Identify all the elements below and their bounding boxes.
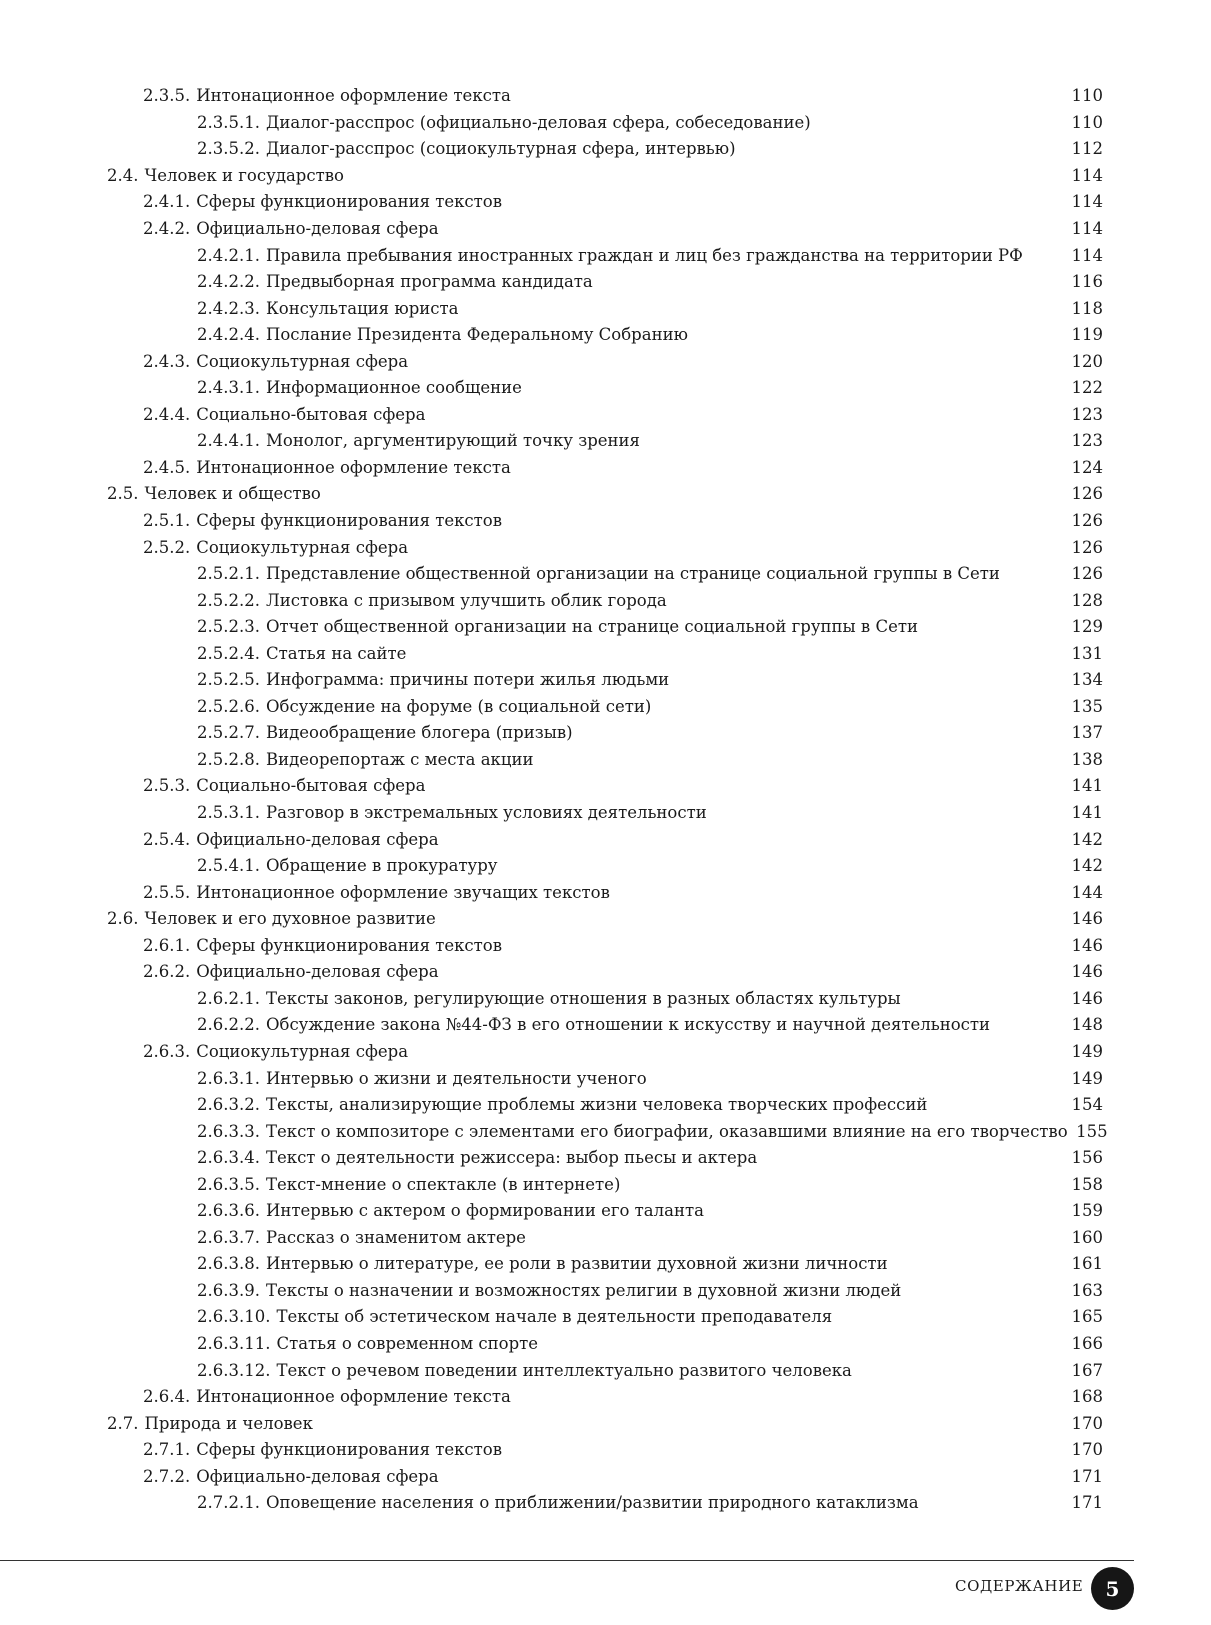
toc-entry — [0, 136, 1211, 163]
toc-entry — [0, 1331, 1211, 1358]
toc-entry-number: 2.4.4.1. — [197, 431, 260, 451]
dot-leader — [576, 722, 1066, 742]
dot-leader — [442, 218, 1066, 238]
dot-leader — [505, 1439, 1066, 1459]
toc-entry — [0, 587, 1211, 614]
toc-entry — [0, 1012, 1211, 1039]
toc-entry-page: 154 — [1071, 1095, 1103, 1115]
toc-entry-title: Интонационное оформление звучащих текстов — [196, 882, 610, 902]
toc-entry-title: Социокультурная сфера — [196, 351, 409, 371]
toc-entry-number: 2.5.2.1. — [197, 564, 260, 584]
toc-entry — [0, 1278, 1211, 1305]
toc-entry-number: 2.5.2.3. — [197, 617, 260, 637]
toc-entry — [0, 986, 1211, 1013]
toc-entry-number: 2.6.2.1. — [197, 988, 260, 1008]
toc-entry-number: 2.4.2.3. — [197, 298, 260, 318]
toc-entry — [0, 1039, 1211, 1066]
toc-entry-title: Официально-деловая сфера — [196, 1466, 439, 1486]
dot-leader — [835, 1306, 1066, 1326]
toc-entry-page: 124 — [1071, 457, 1103, 477]
toc-entry-number: 2.5.2.4. — [197, 643, 260, 663]
toc-entry-number: 2.5.2.7. — [197, 723, 260, 743]
dot-leader — [525, 377, 1066, 397]
toc-entry — [0, 1384, 1211, 1411]
toc-entry-number: 2.7.2.1. — [197, 1493, 260, 1513]
toc-entry-title: Статья на сайте — [265, 643, 407, 663]
toc-entry-title: Предвыборная программа кандидата — [265, 272, 593, 292]
toc-entry-page: 123 — [1071, 404, 1103, 424]
toc-entry-title: Социокультурная сфера — [196, 537, 409, 557]
toc-entry-title: Листовка с призывом улучшить облик города — [265, 590, 667, 610]
toc-entry-title: Видеорепортаж с места акции — [265, 749, 534, 769]
toc-entry-number: 2.6.4. — [143, 1387, 191, 1407]
toc-entry-number: 2.5.2.8. — [197, 749, 260, 769]
toc-entry-number: 2.5.4. — [143, 829, 191, 849]
page-number: 5 — [1105, 1576, 1120, 1601]
toc-entry — [0, 1171, 1211, 1198]
dot-leader — [324, 483, 1066, 503]
dot-leader — [596, 271, 1066, 291]
toc-entry-page: 148 — [1071, 1015, 1103, 1035]
toc-entry-number: 2.5.2.2. — [197, 590, 260, 610]
dot-leader — [650, 1068, 1066, 1088]
toc-entry-page: 146 — [1071, 988, 1103, 1008]
dot-leader — [442, 1466, 1066, 1486]
toc-entry-number: 2.5.2. — [143, 537, 191, 557]
dot-leader — [514, 1386, 1066, 1406]
toc-entry — [0, 667, 1211, 694]
toc-entry-page: 155 — [1076, 1121, 1108, 1141]
toc-entry — [0, 1092, 1211, 1119]
toc-entry-number: 2.5.2.6. — [197, 696, 260, 716]
dot-leader — [670, 590, 1066, 610]
dot-leader — [921, 616, 1066, 636]
toc-entry — [0, 428, 1211, 455]
dot-leader — [613, 882, 1066, 902]
toc-entry — [0, 1065, 1211, 1092]
toc-entry-number: 2.5.3. — [143, 776, 191, 796]
toc-entry-title: Рассказ о знаменитом актере — [265, 1227, 526, 1247]
toc-entry-title: Отчет общественной организации на странице социальной группы в Сети — [265, 617, 918, 637]
toc-entry-title: Сферы функционирования текстов — [196, 1440, 503, 1460]
toc-entry-title: Правила пребывания иностранных граждан и лиц без гражданства на территории РФ — [265, 245, 1023, 265]
toc-entry-title: Видеообращение блогера (призыв) — [265, 723, 573, 743]
toc-entry-title: Разговор в экстремальных условиях деятельности — [265, 803, 707, 823]
dot-leader — [514, 85, 1066, 105]
toc-entry-title: Интонационное оформление текста — [196, 457, 511, 477]
toc-entry-number: 2.6.3.11. — [197, 1333, 271, 1353]
toc-entry-page: 126 — [1071, 511, 1103, 531]
toc-entry-page: 160 — [1071, 1227, 1103, 1247]
toc-entry-page: 126 — [1071, 537, 1103, 557]
toc-entry-page: 161 — [1071, 1254, 1103, 1274]
dot-leader — [505, 191, 1066, 211]
dot-leader — [891, 1253, 1066, 1273]
toc-entry-number: 2.4.2. — [143, 219, 191, 238]
toc-entry — [0, 242, 1211, 269]
toc-entry-title: Статья о современном спорте — [276, 1333, 539, 1353]
dot-leader — [1026, 245, 1066, 265]
toc-entry — [0, 1251, 1211, 1278]
toc-entry-number: 2.3.5. — [143, 86, 191, 106]
dot-leader — [428, 404, 1066, 424]
toc-entry-title: Тексты о назначении и возможностях религии в духовной жизни людей — [265, 1280, 902, 1300]
toc-entry-page: 126 — [1071, 564, 1103, 584]
toc-entry-page: 118 — [1071, 298, 1103, 318]
toc-entry — [0, 773, 1211, 800]
toc-entry-number: 2.6.3.1. — [197, 1068, 260, 1088]
toc-entry-page: 146 — [1071, 935, 1103, 955]
toc-entry-title: Интервью о жизни и деятельности ученого — [265, 1068, 647, 1088]
toc-entry — [0, 614, 1211, 641]
dot-leader — [993, 1014, 1066, 1034]
toc-entry — [0, 1118, 1211, 1145]
toc-entry — [0, 1225, 1211, 1252]
toc-entry-number: 2.5.3.1. — [197, 803, 260, 823]
toc-entry — [0, 1410, 1211, 1437]
toc-entry-page: 171 — [1071, 1466, 1103, 1486]
toc-entry-title: Сферы функционирования текстов — [196, 935, 503, 955]
toc-entry — [0, 269, 1211, 296]
dot-leader — [930, 1094, 1066, 1114]
toc-entry — [0, 83, 1211, 110]
toc-entry — [0, 375, 1211, 402]
table-of-contents — [0, 83, 1211, 1517]
toc-entry-page: 126 — [1071, 484, 1103, 504]
toc-entry-title: Текст о композиторе с элементами его биографии, оказавшими влияние на его творчество — [265, 1121, 1068, 1141]
dot-leader — [904, 1280, 1066, 1300]
toc-entry-page: 149 — [1071, 1041, 1103, 1061]
toc-entry-number: 2.4. — [107, 165, 139, 185]
dot-leader — [505, 935, 1066, 955]
toc-entry-page: 166 — [1071, 1333, 1103, 1353]
toc-entry — [0, 1437, 1211, 1464]
toc-entry-page: 167 — [1071, 1360, 1103, 1380]
toc-entry-title: Официально-деловая сфера — [196, 962, 439, 982]
toc-entry — [0, 1198, 1211, 1225]
dot-leader — [439, 908, 1066, 928]
toc-entry-title: Сферы функционирования текстов — [196, 511, 503, 531]
toc-entry-title: Обсуждение на форуме (в социальной сети) — [265, 696, 652, 716]
toc-entry — [0, 508, 1211, 535]
toc-entry-number: 2.5.1. — [143, 511, 191, 531]
toc-entry-page: 120 — [1071, 351, 1103, 371]
toc-entry-title: Послание Президента Федеральному Собранию — [265, 325, 688, 345]
dot-leader — [461, 298, 1066, 318]
toc-entry-title: Представление общественной организации на странице социальной группы в Сети — [265, 564, 1000, 584]
toc-entry — [0, 1463, 1211, 1490]
toc-entry-title: Интервью о литературе, ее роли в развитии духовной жизни личности — [265, 1254, 888, 1274]
toc-entry-title: Природа и человек — [144, 1413, 313, 1433]
toc-entry — [0, 295, 1211, 322]
toc-entry — [0, 640, 1211, 667]
toc-entry-page: 168 — [1071, 1387, 1103, 1407]
toc-entry-title: Консультация юриста — [265, 298, 459, 318]
toc-entry — [0, 163, 1211, 190]
toc-entry-title: Оповещение населения о приближении/развитии природного катаклизма — [265, 1493, 919, 1513]
toc-entry-page: 131 — [1071, 643, 1103, 663]
toc-entry — [0, 826, 1211, 853]
toc-entry-number: 2.6.3.3. — [197, 1121, 260, 1141]
toc-entry-page: 110 — [1071, 112, 1103, 132]
toc-entry-title: Диалог-расспрос (официально-деловая сфера, собеседование) — [265, 112, 811, 132]
toc-entry-page: 146 — [1071, 962, 1103, 982]
toc-entry-title: Человек и его духовное развитие — [144, 909, 436, 929]
toc-entry — [0, 1490, 1211, 1517]
dot-leader — [855, 1360, 1066, 1380]
dot-leader — [904, 988, 1066, 1008]
toc-entry-number: 2.5. — [107, 484, 139, 504]
toc-entry — [0, 189, 1211, 216]
toc-entry — [0, 747, 1211, 774]
toc-entry — [0, 853, 1211, 880]
toc-entry — [0, 534, 1211, 561]
toc-entry-page: 142 — [1071, 829, 1103, 849]
dot-leader — [428, 775, 1066, 795]
toc-entry-number: 2.4.3.1. — [197, 378, 260, 398]
toc-entry-number: 2.4.2.1. — [197, 245, 260, 265]
toc-entry-title: Интервью с актером о формировании его таланта — [265, 1201, 704, 1221]
dot-leader — [672, 669, 1066, 689]
toc-entry-page: 159 — [1071, 1201, 1103, 1221]
toc-entry-page: 119 — [1071, 325, 1103, 345]
toc-entry-number: 2.6.3.10. — [197, 1307, 271, 1327]
dot-leader — [411, 1041, 1066, 1061]
toc-entry-number: 2.6. — [107, 909, 139, 929]
toc-entry-number: 2.5.2.5. — [197, 670, 260, 690]
toc-entry-number: 2.5.4.1. — [197, 856, 260, 876]
toc-entry — [0, 906, 1211, 933]
toc-entry — [0, 455, 1211, 482]
toc-entry-title: Текст-мнение о спектакле (в интернете) — [265, 1174, 621, 1194]
toc-entry-title: Обсуждение закона №44-ФЗ в его отношении к искусству и научной деятельности — [265, 1015, 991, 1035]
toc-entry-page: 114 — [1071, 245, 1103, 265]
toc-entry-title: Сферы функционирования текстов — [196, 192, 503, 212]
toc-entry-number: 2.6.3.2. — [197, 1095, 260, 1115]
dot-leader — [710, 802, 1066, 822]
dot-leader — [643, 430, 1066, 450]
dot-leader — [409, 643, 1066, 663]
dot-leader — [922, 1492, 1066, 1512]
dot-leader — [442, 829, 1066, 849]
toc-entry-number: 2.4.3. — [143, 351, 191, 371]
dot-leader — [411, 537, 1066, 557]
toc-entry-number: 2.4.4. — [143, 404, 191, 424]
toc-entry-title: Человек и государство — [144, 165, 344, 185]
toc-entry-number: 2.3.5.1. — [197, 112, 260, 132]
toc-entry-title: Официально-деловая сфера — [196, 219, 439, 238]
dot-leader — [347, 165, 1066, 185]
toc-entry — [0, 800, 1211, 827]
toc-entry — [0, 879, 1211, 906]
toc-entry — [0, 933, 1211, 960]
toc-entry-number: 2.6.3.6. — [197, 1201, 260, 1221]
toc-entry-number: 2.6.3.5. — [197, 1174, 260, 1194]
dot-leader — [316, 1413, 1066, 1433]
toc-entry-number: 2.4.1. — [143, 192, 191, 212]
toc-entry — [0, 216, 1211, 243]
toc-entry-number: 2.6.3.8. — [197, 1254, 260, 1274]
toc-entry-number: 2.4.2.4. — [197, 325, 260, 345]
toc-entry-page: 141 — [1071, 803, 1103, 823]
page-number-badge — [1091, 1567, 1134, 1610]
dot-leader — [814, 112, 1066, 132]
toc-entry-number: 2.6.3. — [143, 1041, 191, 1061]
toc-entry-page: 112 — [1071, 139, 1103, 159]
toc-entry — [0, 720, 1211, 747]
toc-entry-page: 156 — [1071, 1148, 1103, 1168]
dot-leader — [623, 1174, 1066, 1194]
dot-leader — [514, 457, 1066, 477]
toc-entry — [0, 561, 1211, 588]
toc-entry-page: 163 — [1071, 1280, 1103, 1300]
toc-entry-title: Текст о речевом поведении интеллектуально развитого человека — [276, 1360, 852, 1380]
dot-leader — [691, 324, 1066, 344]
toc-entry-number: 2.6.3.7. — [197, 1227, 260, 1247]
toc-entry-title: Обращение в прокуратуру — [265, 856, 498, 876]
toc-entry-number: 2.7.1. — [143, 1440, 191, 1460]
toc-entry-title: Социокультурная сфера — [196, 1041, 409, 1061]
toc-entry-number: 2.5.5. — [143, 882, 191, 902]
toc-entry-title: Тексты законов, регулирующие отношения в разных областях культуры — [265, 988, 901, 1008]
toc-entry-page: 114 — [1071, 192, 1103, 212]
toc-entry — [0, 110, 1211, 137]
toc-entry-page: 170 — [1071, 1440, 1103, 1460]
toc-entry-page: 146 — [1071, 909, 1103, 929]
toc-entry — [0, 1357, 1211, 1384]
dot-leader — [739, 138, 1066, 158]
dot-leader — [536, 749, 1066, 769]
toc-entry-title: Инфограмма: причины потери жилья людьми — [265, 670, 670, 690]
toc-entry — [0, 1145, 1211, 1172]
toc-entry-title: Информационное сообщение — [265, 378, 522, 398]
toc-entry-number: 2.6.3.12. — [197, 1360, 271, 1380]
toc-entry-page: 129 — [1071, 617, 1103, 637]
toc-entry-title: Диалог-расспрос (социокультурная сфера, интервью) — [265, 139, 736, 159]
toc-entry-page: 170 — [1071, 1413, 1103, 1433]
toc-entry-number: 2.6.3.9. — [197, 1280, 260, 1300]
toc-entry-page: 114 — [1071, 165, 1103, 185]
dot-leader — [1003, 563, 1066, 583]
toc-entry-page: 116 — [1071, 272, 1103, 292]
toc-entry-page: 149 — [1071, 1068, 1103, 1088]
toc-entry-number: 2.7.2. — [143, 1466, 191, 1486]
toc-entry-page: 122 — [1071, 378, 1103, 398]
toc-entry-page: 128 — [1071, 590, 1103, 610]
toc-entry-number: 2.4.5. — [143, 457, 191, 477]
toc-entry-page: 110 — [1071, 86, 1103, 106]
toc-entry-number: 2.3.5.2. — [197, 139, 260, 159]
toc-entry-number: 2.6.2. — [143, 962, 191, 982]
toc-entry-number: 2.6.3.4. — [197, 1148, 260, 1168]
toc-entry-page: 171 — [1071, 1493, 1103, 1513]
toc-entry-title: Интонационное оформление текста — [196, 1387, 511, 1407]
toc-entry-page: 138 — [1071, 749, 1103, 769]
toc-entry-page: 158 — [1071, 1174, 1103, 1194]
toc-entry-title: Социально-бытовая сфера — [196, 776, 426, 796]
toc-entry-title: Тексты, анализирующие проблемы жизни человека творческих профессий — [265, 1095, 928, 1115]
toc-entry-page: 137 — [1071, 723, 1103, 743]
dot-leader — [760, 1147, 1066, 1167]
toc-entry-title: Официально-деловая сфера — [196, 829, 439, 849]
toc-entry-number: 2.6.1. — [143, 935, 191, 955]
toc-entry-page: 144 — [1071, 882, 1103, 902]
toc-entry — [0, 694, 1211, 721]
toc-entry-page: 134 — [1071, 670, 1103, 690]
dot-leader — [501, 855, 1066, 875]
dot-leader — [654, 696, 1066, 716]
footer-divider — [0, 1560, 1134, 1561]
toc-entry-title: Тексты об эстетическом начале в деятельности преподавателя — [276, 1307, 833, 1327]
toc-entry-page: 135 — [1071, 696, 1103, 716]
dot-leader — [411, 351, 1066, 371]
toc-entry — [0, 348, 1211, 375]
toc-entry-number: 2.7. — [107, 1413, 139, 1433]
toc-entry-title: Текст о деятельности режиссера: выбор пьесы и актера — [265, 1148, 758, 1168]
toc-entry-title: Человек и общество — [144, 484, 321, 504]
toc-entry-page: 142 — [1071, 856, 1103, 876]
toc-entry-number: 2.6.2.2. — [197, 1015, 260, 1035]
toc-entry-page: 114 — [1071, 219, 1103, 238]
toc-entry-title: Интонационное оформление текста — [196, 86, 511, 106]
toc-entry-title: Социально-бытовая сфера — [196, 404, 426, 424]
toc-entry-page: 123 — [1071, 431, 1103, 451]
toc-entry-page: 165 — [1071, 1307, 1103, 1327]
dot-leader — [505, 510, 1066, 530]
toc-entry — [0, 322, 1211, 349]
toc-entry — [0, 1304, 1211, 1331]
toc-entry — [0, 402, 1211, 429]
footer-section-label: СОДЕРЖАНИЕ — [955, 1577, 1084, 1595]
toc-entry — [0, 481, 1211, 508]
toc-entry-page: 141 — [1071, 776, 1103, 796]
dot-leader — [442, 961, 1066, 981]
dot-leader — [541, 1333, 1066, 1353]
dot-leader — [707, 1200, 1066, 1220]
toc-entry — [0, 959, 1211, 986]
toc-entry-title: Монолог, аргументирующий точку зрения — [265, 431, 640, 451]
toc-entry-number: 2.4.2.2. — [197, 272, 260, 292]
dot-leader — [529, 1227, 1066, 1247]
